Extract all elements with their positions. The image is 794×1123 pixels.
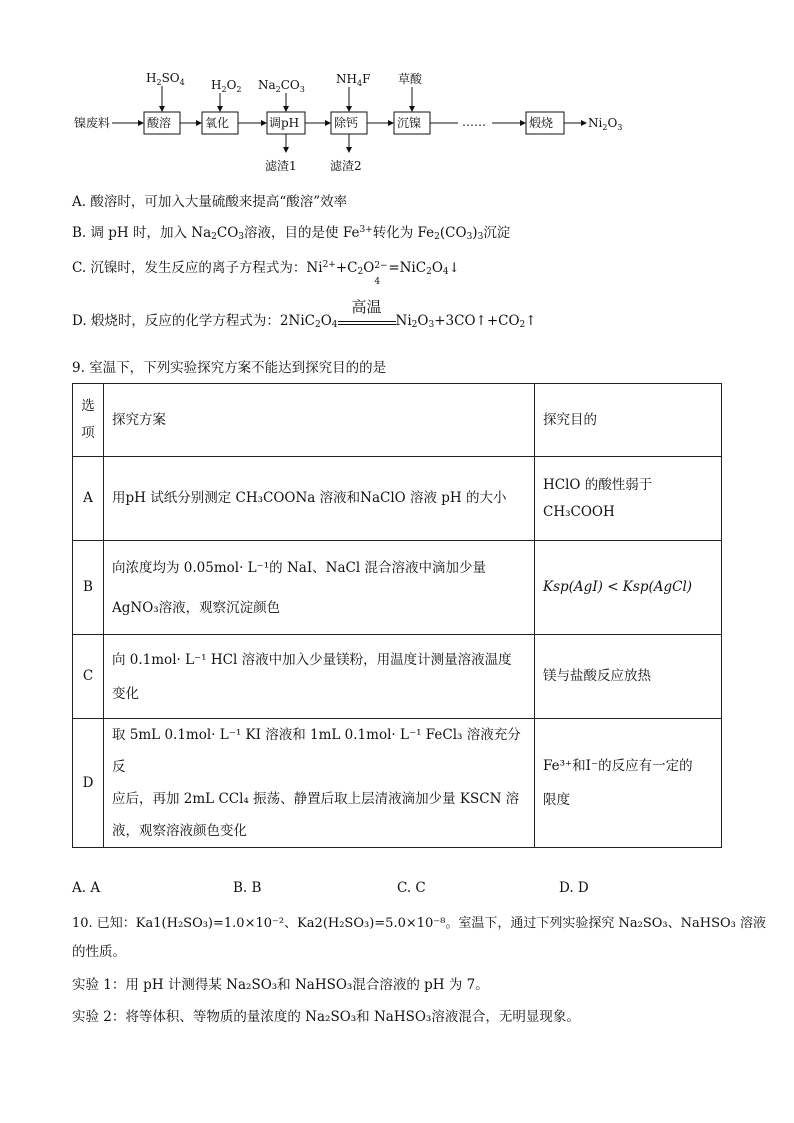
flow-ellipsis: ……: [462, 115, 486, 129]
q8-option-b: B. 调 pH 时，加入 $Na_2CO_3$溶液，目的是使 $Fe^{3+}$转化为 $Fe_2(CO_3)_3$沉淀: [72, 225, 511, 242]
flow-step-box: [526, 112, 564, 134]
reagent-label: $Na_2CO_3$: [258, 78, 305, 94]
experiment-table: [72, 383, 722, 848]
flow-step-box: [202, 112, 238, 134]
q10-stem-line2: 的性质。: [72, 944, 126, 960]
reagent-label: $H_2SO_4$: [146, 71, 185, 87]
flow-start: 镍废料: [74, 116, 111, 130]
reagent-label: 草酸: [398, 72, 423, 86]
flow-step-box: [144, 112, 180, 134]
table-row: D 取 5mL 0.1mol· L⁻¹ KI 溶液和 1mL 0.1mol· L⁻¹ FeCl₃ 溶液充分反 应后，再加 2mL CCl₄ 振荡、静置后取上层清液滴加少量 KSCN 溶 液，观察溶液颜色变化 Fe³⁺和I⁻的反应有一定的 限度: [73, 719, 722, 848]
reagent-label: $H_2O_2$: [211, 78, 242, 94]
q10-stem-line1: 10. 已知：Ka1(H₂SO₃)=1.0×10⁻²、Ka2(H₂SO₃)=5.0×10⁻⁸。室温下，通过下列实验探究 Na₂SO₃、NaHSO₃ 溶液: [72, 916, 766, 931]
table-row: B 向浓度均为 0.05mol· L⁻¹的 NaI、NaCl 混合溶液中滴加少量 AgNO₃溶液，观察沉淀颜色 Ksp(AgI) < Ksp(AgCl): [73, 541, 722, 635]
svg-text:调pH: 调pH: [269, 116, 300, 130]
residue-label: 滤渣2: [330, 159, 362, 173]
header-plan: 探究方案: [104, 384, 535, 457]
flow-step-box: [331, 112, 367, 134]
choice-b: B. B: [233, 880, 262, 896]
svg-text:沉镍: 沉镍: [397, 116, 422, 130]
table-row: C 向 0.1mol· L⁻¹ HCl 溶液中加入少量镁粉，用温度计测量溶液温度 变化 镁与盐酸反应放热: [73, 635, 722, 719]
header-goal: 探究目的: [535, 384, 722, 457]
q8-option-d: D. 煅烧时，反应的化学方程式为：$2NiC_2O_4$ 高温 $Ni_2O_3+3CO↑+CO_2↑$: [72, 298, 537, 330]
flow-step-box: [394, 112, 430, 134]
flow-step-box: [267, 112, 305, 134]
choice-c: C. C: [397, 880, 426, 896]
residue-label: 滤渣1: [265, 159, 297, 173]
q8-option-a: A. 酸溶时，可加入大量硫酸来提高“酸溶”效率: [72, 194, 348, 210]
q8-option-c: C. 沉镍时，发生反应的离子方程式为：$Ni^{2+}+C_2O$ 2− 4 $=NiC_2O_4↓$: [72, 260, 460, 287]
process-flow-diagram: [0, 60, 794, 180]
svg-text:除钙: 除钙: [334, 116, 359, 130]
svg-text:酸溶: 酸溶: [147, 116, 172, 130]
svg-text:煅烧: 煅烧: [529, 116, 554, 130]
flow-end-product: $Ni_2O_3$: [588, 116, 623, 132]
q10-experiment-1: 实验 1：用 pH 计测得某 Na₂SO₃和 NaHSO₃混合溶液的 pH 为 7。: [72, 977, 489, 993]
choice-d: D. D: [559, 880, 589, 896]
high-temp-condition: 高温: [338, 317, 396, 325]
table-header-row: 选 项 探究方案 探究目的: [73, 384, 722, 457]
table-row: A 用pH 试纸分别测定 CH₃COONa 溶液和NaClO 溶液 pH 的大小 HClO 的酸性弱于 CH₃COOH: [73, 457, 722, 541]
q9-stem: 9. 室温下，下列实验探究方案不能达到探究目的的是: [72, 360, 387, 376]
reagent-label: $NH_4F$: [336, 72, 371, 88]
q10-experiment-2: 实验 2：将等体积、等物质的量浓度的 Na₂SO₃和 NaHSO₃溶液混合，无明显现象。: [72, 1009, 580, 1025]
svg-text:氧化: 氧化: [205, 116, 230, 130]
choice-a: A. A: [72, 880, 101, 896]
